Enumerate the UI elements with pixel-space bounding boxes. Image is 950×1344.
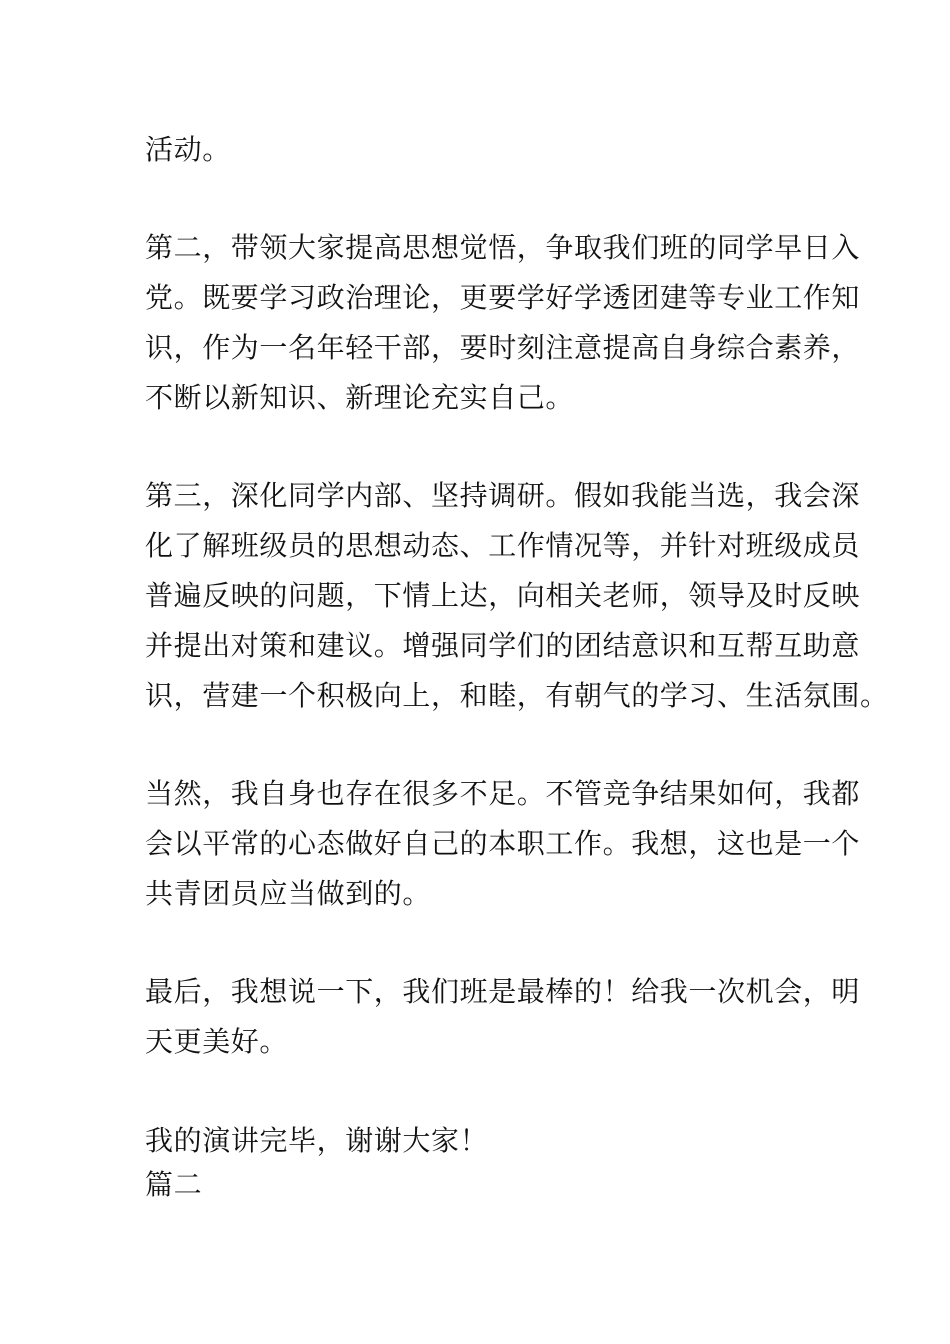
text-line: 普遍反映的问题，下情上达，向相关老师，领导及时反映 [145, 579, 861, 612]
text-line: 天更美好。 [145, 1025, 289, 1058]
text-line: 识，作为一名年轻干部，要时刻注意提高自身综合素养， [145, 331, 861, 364]
text-line: 不断以新知识、新理论充实自己。 [145, 381, 575, 414]
section-heading: 篇二 [145, 1168, 203, 1201]
text-line: 识，营建一个积极向上，和睦，有朝气的学习、生活氛围。 [145, 679, 889, 712]
text-line: 党。既要学习政治理论，更要学好学透团建等专业工作知 [145, 281, 861, 314]
text-line: 会以平常的心态做好自己的本职工作。我想，这也是一个 [145, 827, 861, 860]
text-line: 当然，我自身也存在很多不足。不管竞争结果如何，我都 [145, 777, 861, 810]
text-line: 共青团员应当做到的。 [145, 877, 432, 910]
text-line: 化了解班级员的思想动态、工作情况等，并针对班级成员 [145, 529, 861, 562]
text-line: 最后，我想说一下，我们班是最棒的！给我一次机会，明 [145, 975, 861, 1008]
text-line: 第二，带领大家提高思想觉悟，争取我们班的同学早日入 [145, 231, 861, 264]
text-line: 活动。 [145, 133, 231, 166]
text-line: 我的演讲完毕，谢谢大家！ [145, 1124, 489, 1157]
text-line: 第三，深化同学内部、坚持调研。假如我能当选，我会深 [145, 479, 861, 512]
text-line: 并提出对策和建议。增强同学们的团结意识和互帮互助意 [145, 629, 861, 662]
